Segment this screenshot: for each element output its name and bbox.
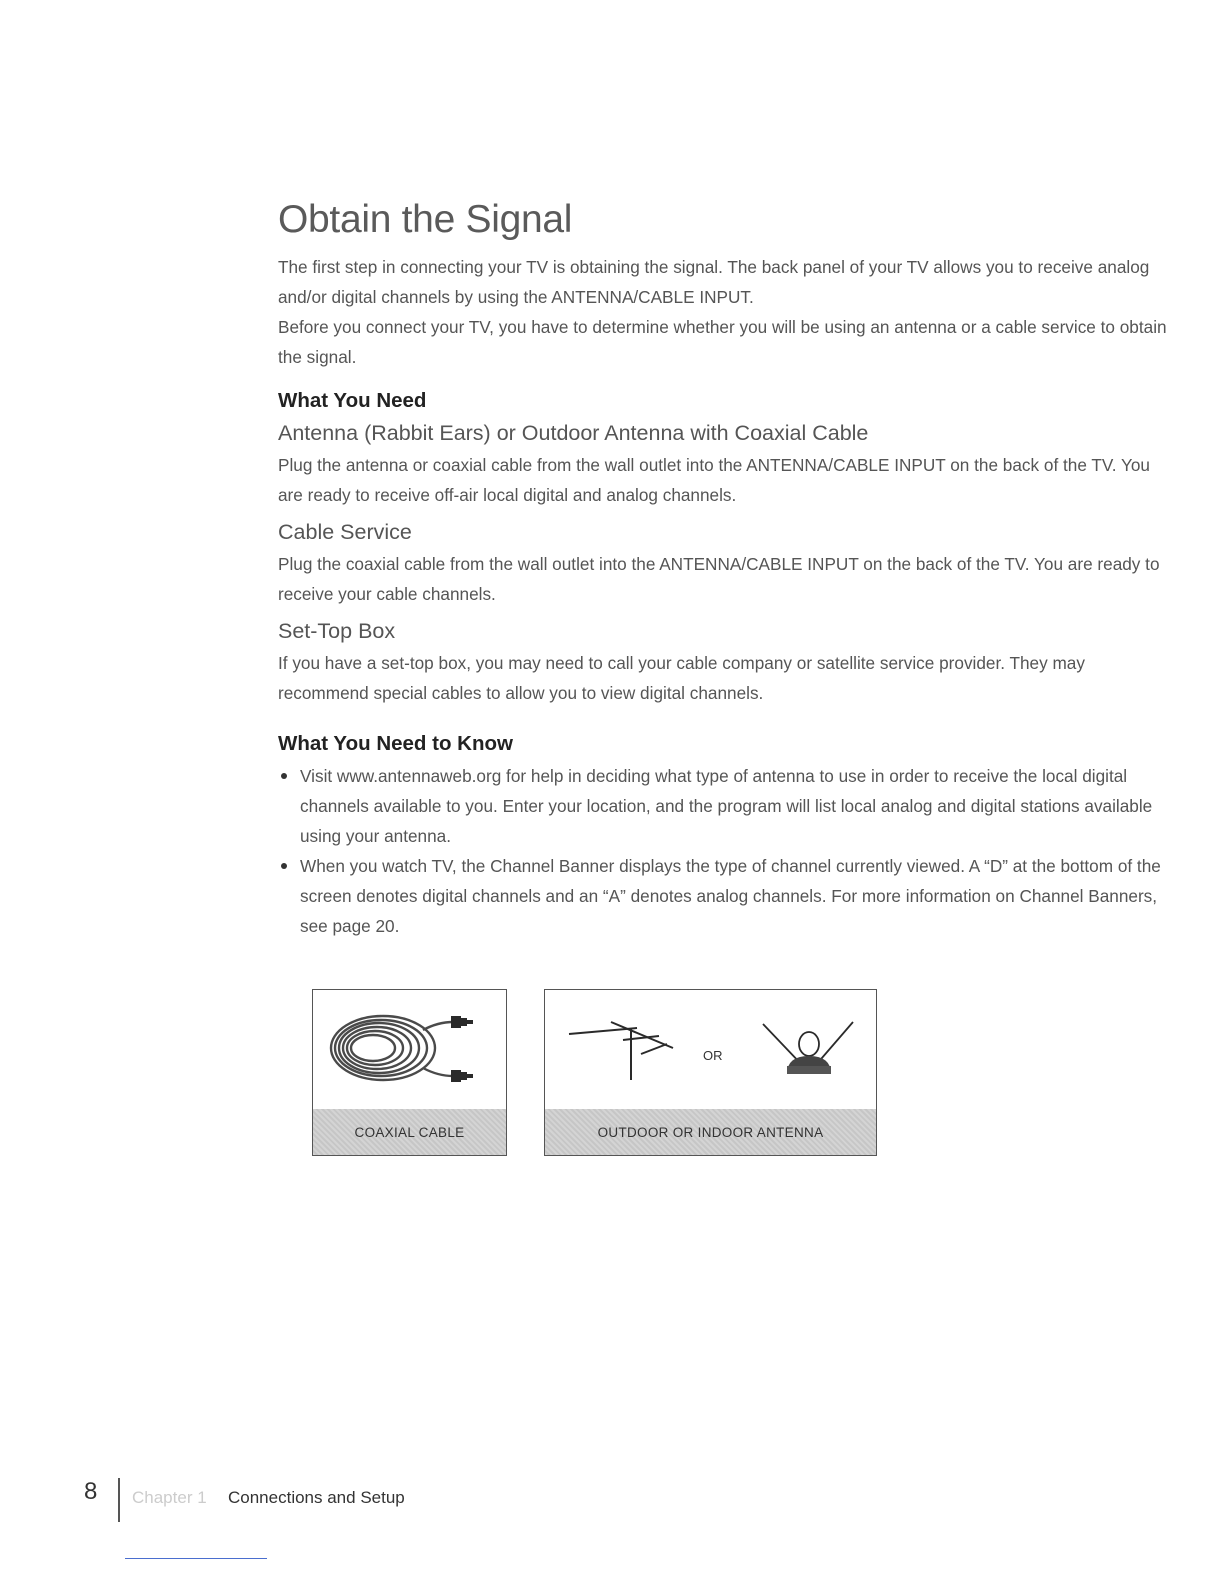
list-item: Visit www.antennaweb.org for help in deciding what type of antenna to use in order to receive the local digital channels available to you. Enter your location, and the program will list local analog and digital stations available using your antenna. — [278, 761, 1168, 851]
footer-blue-rule — [125, 1558, 267, 1559]
outdoor-antenna-icon — [563, 1016, 683, 1116]
page-content — [278, 196, 1168, 941]
page-title: Obtain the Signal — [278, 198, 573, 241]
coaxial-cable-figure — [312, 989, 507, 1156]
what-you-need-heading: What You Need — [278, 389, 427, 412]
section-name: Connections and Setup — [228, 1488, 405, 1507]
list-item: When you watch TV, the Channel Banner displays the type of channel currently viewed. A “D” at the bottom of the screen denotes digital channels and an “A” denotes analog channels. For more information on Channel Banners, see page 20. — [278, 851, 1168, 941]
intro-paragraph: The first step in connecting your TV is obtaining the signal. The back panel of your TV allows you to receive analog and/or digital channels by using the ANTENNA/CABLE INPUT. — [278, 257, 1150, 307]
what-you-need-to-know-heading: What You Need to Know — [278, 732, 513, 755]
set-top-box-subheading: Set-Top Box — [278, 619, 396, 643]
or-label: OR — [703, 1048, 723, 1063]
page-number: 8 — [84, 1478, 98, 1505]
antenna-text: Plug the antenna or coaxial cable from the wall outlet into the ANTENNA/CABLE INPUT on the back of the TV. You are ready to receive off-air local digital and analog channels. — [278, 455, 1150, 505]
cable-service-text: Plug the coaxial cable from the wall outlet into the ANTENNA/CABLE INPUT on the back of the TV. You are ready to receive your cable channels. — [278, 554, 1160, 604]
chapter-label: Chapter 1 — [132, 1488, 207, 1507]
antenna-figure — [544, 989, 877, 1156]
know-list — [278, 761, 1168, 941]
cable-service-subheading: Cable Service — [278, 520, 412, 544]
coaxial-cable-caption: COAXIAL CABLE — [313, 1109, 506, 1155]
intro-paragraph: Before you connect your TV, you have to determine whether you will be using an antenna or a cable service to obtain the signal. — [278, 317, 1167, 367]
footer-divider — [118, 1478, 120, 1522]
antenna-subheading: Antenna (Rabbit Ears) or Outdoor Antenna with Coaxial Cable — [278, 421, 869, 445]
set-top-box-text: If you have a set-top box, you may need to call your cable company or satellite service provider. They may recommend special cables to allow you to view digital channels. — [278, 653, 1085, 703]
rabbit-ears-antenna-icon — [755, 1016, 865, 1116]
coaxial-cable-icon — [313, 990, 505, 1108]
antenna-caption: OUTDOOR OR INDOOR ANTENNA — [545, 1109, 876, 1155]
